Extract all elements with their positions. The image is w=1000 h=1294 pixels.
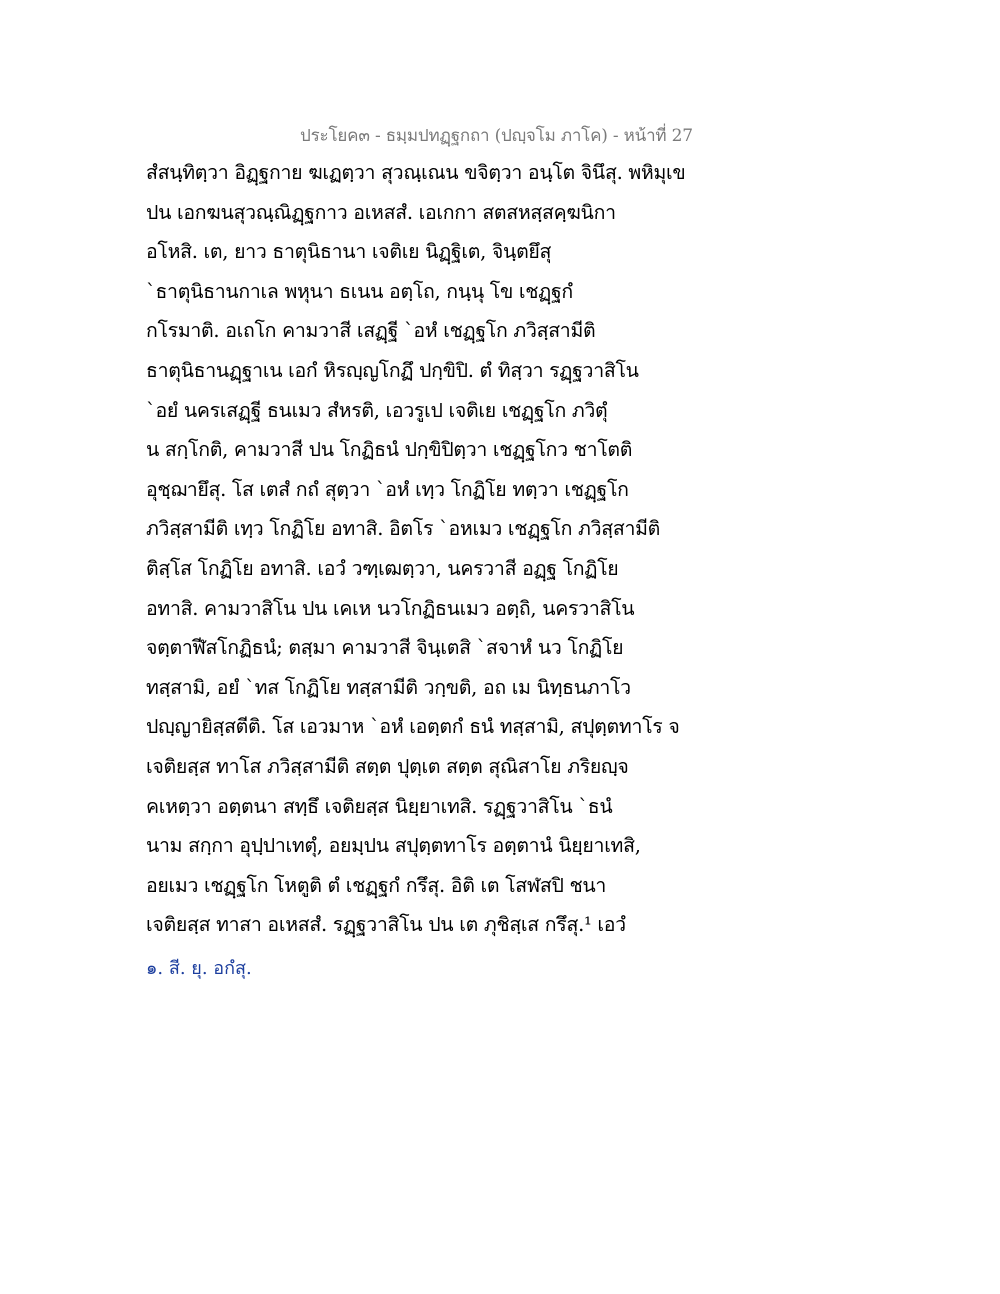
footnote: ๑. สี. ยุ. อกํสุ. [146, 958, 252, 979]
text-line: ภวิสฺสามีติ เทฺว โกฏิโย อทาสิ. อิตโร `อหเมว เชฏฺฐโก ภวิสฺสามีติ [146, 517, 661, 541]
text-line: สํสนฺทิตฺวา อิฏฺฐกาย ฆเฏตฺวา สุวณฺเณน ขจิตฺวา อนฺโต จินึสุ. พหิมุเข [146, 161, 686, 184]
text-line: ติสฺโส โกฏิโย อทาสิ. เอวํ วฑฺเฒตฺวา, นครวาสี อฏฺฐ โกฏิโย [146, 556, 619, 580]
text-line: `อยํ นครเสฏฺฐี ธนเมว สํหรติ, เอวรูเป เจติเย เชฏฺฐโก ภวิตุํ [146, 398, 608, 422]
text-line: อโหสิ. เต, ยาว ธาตุนิธานา เจติเย นิฏฺฐิเต, จินฺตยึสุ [146, 240, 552, 264]
text-line: จตฺตาฬีสโกฏิธนํ; ตสฺมา คามวาสี จินฺเตสิ `สจาหํ นว โกฏิโย [146, 636, 624, 660]
text-line: อุชฺฌายึสุ. โส เตสํ กถํ สุตฺวา `อหํ เทฺว โกฏิโย ทตฺวา เชฏฺฐโก [146, 477, 629, 501]
text-line: อทาสิ. คามวาสิโน ปน เคเห นวโกฏิธนเมว อตฺถิ, นครวาสิโน [146, 596, 635, 620]
text-line: ปน เอกฆนสุวณฺณิฏฺฐกาว อเหสสํ. เอเกกา สตสหสฺสคฺฆนิกา [146, 200, 616, 224]
text-line: อยเมว เชฏฺฐโก โหตูติ ตํ เชฏฺฐกํ กรึสุ. อิติ เต โสฬสปิ ชนา [146, 873, 607, 897]
text-line: กโรมาติ. อเถโก คามวาสี เสฏฺฐี `อหํ เชฏฺฐโก ภวิสฺสามีติ [146, 319, 596, 343]
body-text [146, 153, 706, 945]
text-line: นาม สกฺกา อุปฺปาเทตุํ, อยมฺปน สปุตฺตทาโร อตฺตานํ นิยฺยาเทสิ, [146, 834, 641, 858]
text-line: เจติยสฺส ทาโส ภวิสฺสามีติ สตฺต ปุตฺเต สตฺต สุณิสาโย ภริยญฺจ [146, 754, 629, 778]
text-line: คเหตฺวา อตฺตนา สทฺธึ เจติยสฺส นิยฺยาเทสิ. รฏฺฐวาสิโน `ธนํ [146, 794, 613, 818]
text-line: `ธาตุนิธานกาเล พหุนา ธเนน อตฺโถ, กนฺนุ โข เชฏฺฐกํ [146, 279, 573, 303]
text-line: ปญฺญายิสฺสตีติ. โส เอวมาห `อหํ เอตฺตกํ ธนํ ทสฺสามิ, สปุตฺตทาโร จ [146, 715, 680, 739]
text-line: ธาตุนิธานฏฺฐาเน เอกํ หิรญฺญโกฏึ ปกฺขิปิ. ตํ ทิสฺวา รฏฺฐวาสิโน [146, 358, 639, 382]
text-line: ทสฺสามิ, อยํ `ทส โกฏิโย ทสฺสามีติ วกฺขติ, อถ เม นิทฺธนภาโว [146, 675, 631, 699]
text-line: เจติยสฺส ทาสา อเหสสํ. รฏฺฐวาสิโน ปน เต ภุชิสฺเส กรึสุ.¹ เอวํ [146, 913, 626, 937]
text-line: น สกฺโกติ, คามวาสี ปน โกฏิธนํ ปกฺขิปิตฺวา เชฏฺฐโกว ชาโตติ [146, 438, 633, 462]
running-header: ประโยค๓ - ธมฺมปทฏฺฐกถา (ปญฺจโม ภาโค) - หน้าที่ 27 [300, 126, 693, 146]
